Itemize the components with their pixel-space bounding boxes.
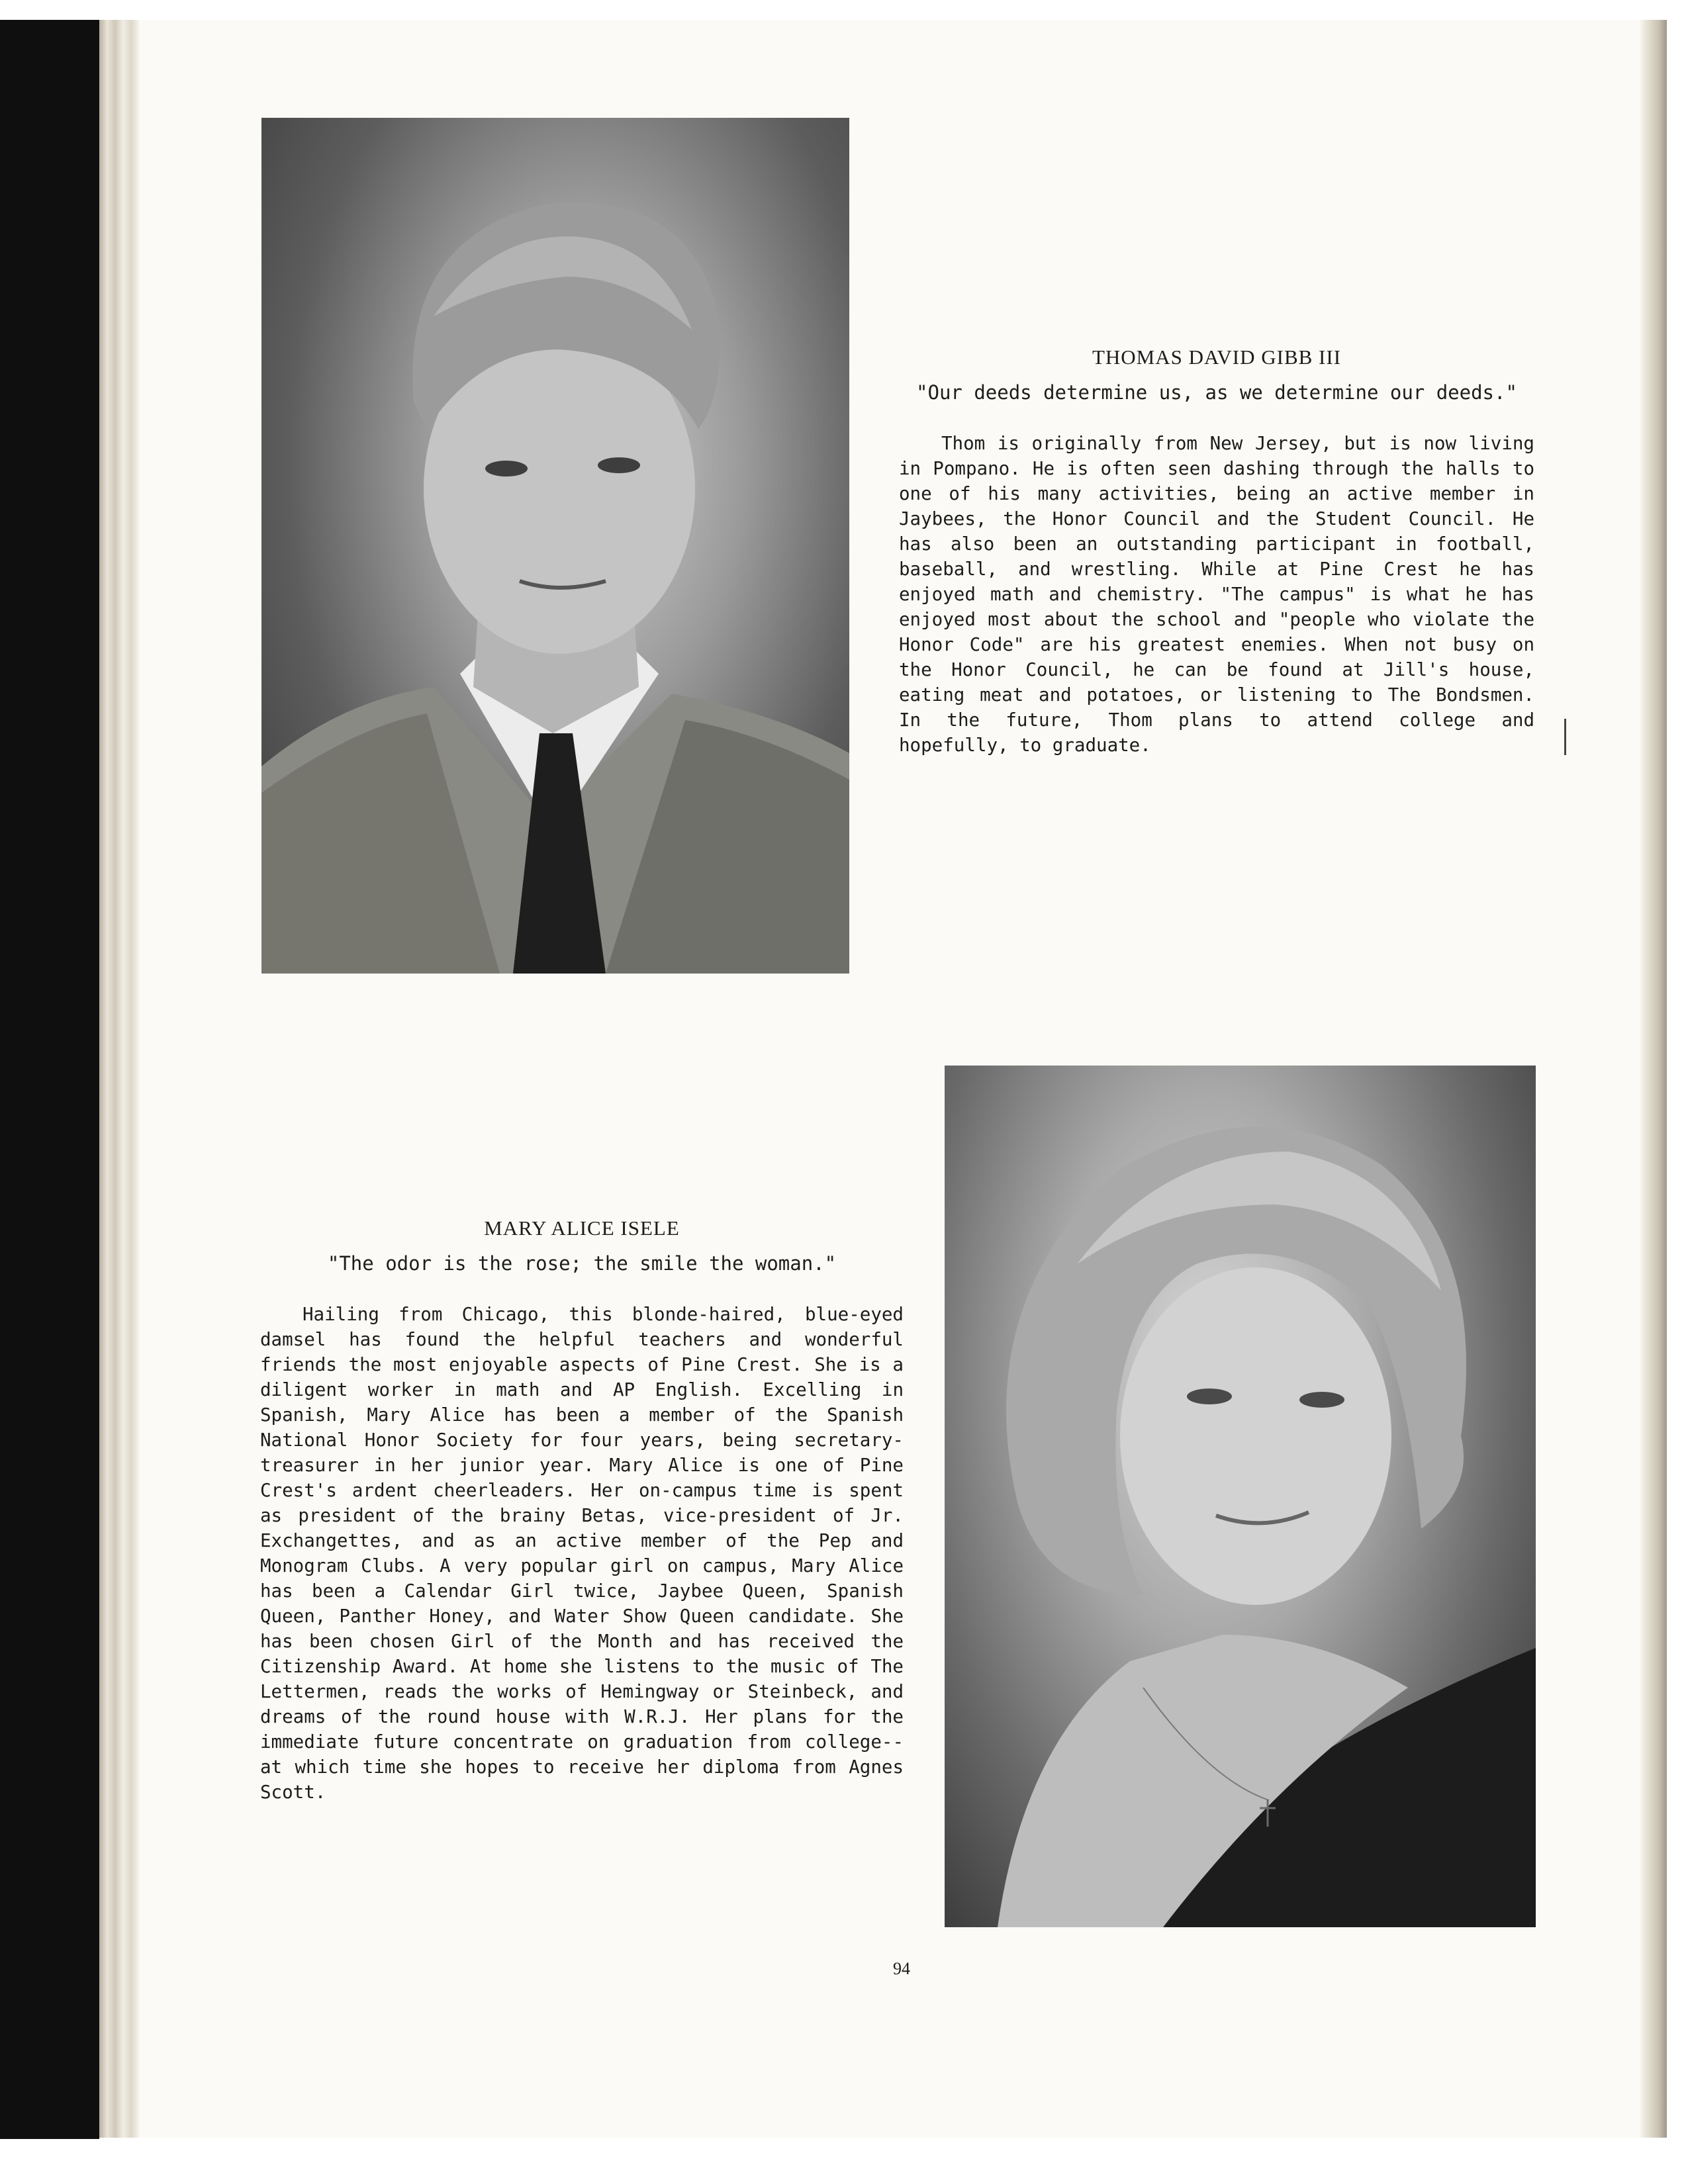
scan-border-top — [0, 0, 1688, 20]
profile-name: THOMAS DAVID GIBB III — [1092, 345, 1342, 369]
portrait-photo-thom — [261, 118, 849, 974]
profile-quote: "The odor is the rose; the smile the woman." — [327, 1251, 837, 1275]
scan-border-bottom — [0, 2139, 1688, 2184]
scan-border-left — [0, 0, 99, 2184]
profile-quote: "Our deeds determine us, as we determine our deeds." — [916, 381, 1517, 404]
profile-bio: Hailing from Chicago, this blonde-haired, blue-eyed damsel has found the helpful teachers and wonderful friends the most enjoyable aspects of Pine Crest. She is a diligent worker in math and AP English. Excelling in Spanish, Mary Alice has been a member of the Spanish National Honor Society for four years, being secretary-treasurer in her junior year. Mary Alice is one of Pine Crest's ardent cheerleaders. Her on-campus time is spent as president of the brainy Betas, vice-president of Jr. Exchangettes, and as an active member of the Pep and Monogram Clubs. A very popular girl on campus, Mary Alice has been a Calendar Girl twice, Jaybee Queen, Spanish Queen, Panther Honey, and Water Show Queen candidate. She has been chosen Girl of the Month and has received the Citizenship Award. At home she listens to the music of The Lettermen, reads the works of Hemingway or Steinbeck, and dreams of the round house with W.R.J. Her plans for the immediate future concentrate on graduation from college--at which time she hopes to receive her diploma from Agnes Scott. — [260, 1304, 904, 1803]
margin-mark — [1564, 719, 1566, 755]
profile-name: MARY ALICE ISELE — [484, 1216, 680, 1240]
page-number: 94 — [893, 1959, 910, 1978]
book-page-edges-left — [99, 20, 139, 2138]
portrait-photo-mary — [945, 1066, 1536, 1927]
book-page-edges-right — [1640, 20, 1667, 2138]
profile-mary — [260, 1215, 904, 1805]
profile-bio: Thom is originally from New Jersey, but is now living in Pompano. He is often seen dashing through the halls to one of his many activities, being an active member in Jaybees, the Honor Council and the Student Council. He has also been an outstanding participant in football, baseball, and wrestling. While at Pine Crest he has enjoyed math and chemistry. "The campus" is what he has enjoyed most about the school and "people who violate the Honor Code" are his greatest enemies. When not busy on the Honor Council, he can be found at Jill's house, eating meat and potatoes, or listening to The Bondsmen. In the future, Thom plans to attend college and hopefully, to graduate. — [899, 433, 1534, 756]
profile-thom — [899, 344, 1534, 758]
